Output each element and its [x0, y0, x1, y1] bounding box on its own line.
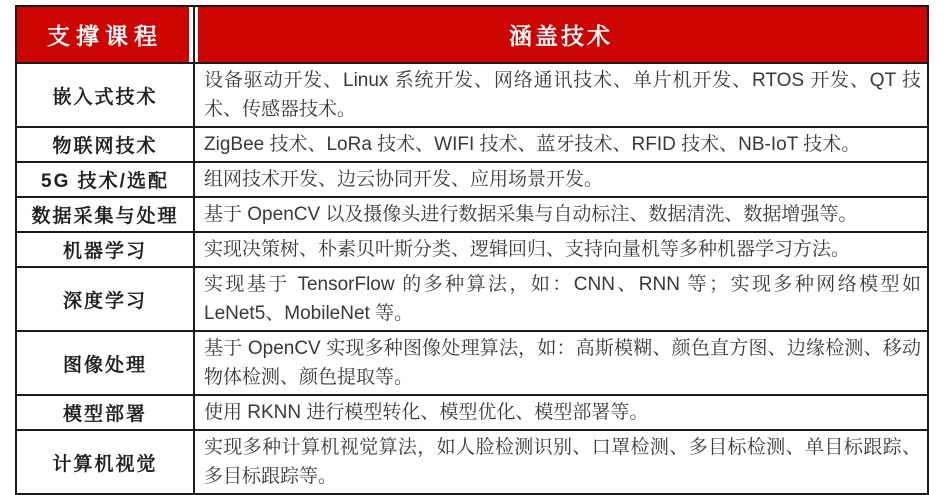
tech-cell: 基于 OpenCV 以及摄像头进行数据采集与自动标注、数据清洗、数据增强等。 — [194, 197, 928, 232]
table-row — [16, 267, 928, 331]
course-cell: 嵌入式技术 — [16, 63, 194, 127]
table-row — [16, 232, 928, 267]
table-row — [16, 430, 928, 494]
course-cell: 模型部署 — [16, 395, 194, 430]
table-row — [16, 162, 928, 197]
table-row — [16, 63, 928, 127]
tech-cell: 组网技术开发、边云协同开发、应用场景开发。 — [194, 162, 928, 197]
course-cell: 图像处理 — [16, 331, 194, 395]
tech-cell: 使用 RKNN 进行模型转化、模型优化、模型部署等。 — [194, 395, 928, 430]
course-cell: 机器学习 — [16, 232, 194, 267]
course-cell: 计算机视觉 — [16, 430, 194, 494]
course-tech-table — [15, 5, 929, 495]
header-row — [16, 6, 928, 63]
course-cell: 深度学习 — [16, 267, 194, 331]
tech-cell: 实现决策树、朴素贝叶斯分类、逻辑回归、支持向量机等多种机器学习方法。 — [194, 232, 928, 267]
header-covered-technologies: 涵盖技术 — [194, 6, 928, 63]
table-row — [16, 331, 928, 395]
header-supporting-courses: 支撑课程 — [16, 6, 194, 63]
table-row — [16, 127, 928, 162]
tech-cell: 设备驱动开发、Linux 系统开发、网络通讯技术、单片机开发、RTOS 开发、QT 技术、传感器技术。 — [194, 63, 928, 127]
tech-cell: ZigBee 技术、LoRa 技术、WIFI 技术、蓝牙技术、RFID 技术、NB-IoT 技术。 — [194, 127, 928, 162]
table-row — [16, 197, 928, 232]
course-cell: 数据采集与处理 — [16, 197, 194, 232]
table-row — [16, 395, 928, 430]
tech-cell: 实现基于 TensorFlow 的多种算法，如：CNN、RNN 等；实现多种网络模型如 LeNet5、MobileNet 等。 — [194, 267, 928, 331]
tech-cell: 基于 OpenCV 实现多种图像处理算法，如：高斯模糊、颜色直方图、边缘检测、移动物体检测、颜色提取等。 — [194, 331, 928, 395]
tech-cell: 实现多种计算机视觉算法，如人脸检测识别、口罩检测、多目标检测、单目标跟踪、多目标跟踪等。 — [194, 430, 928, 494]
course-cell: 5G 技术/选配 — [16, 162, 194, 197]
course-cell: 物联网技术 — [16, 127, 194, 162]
